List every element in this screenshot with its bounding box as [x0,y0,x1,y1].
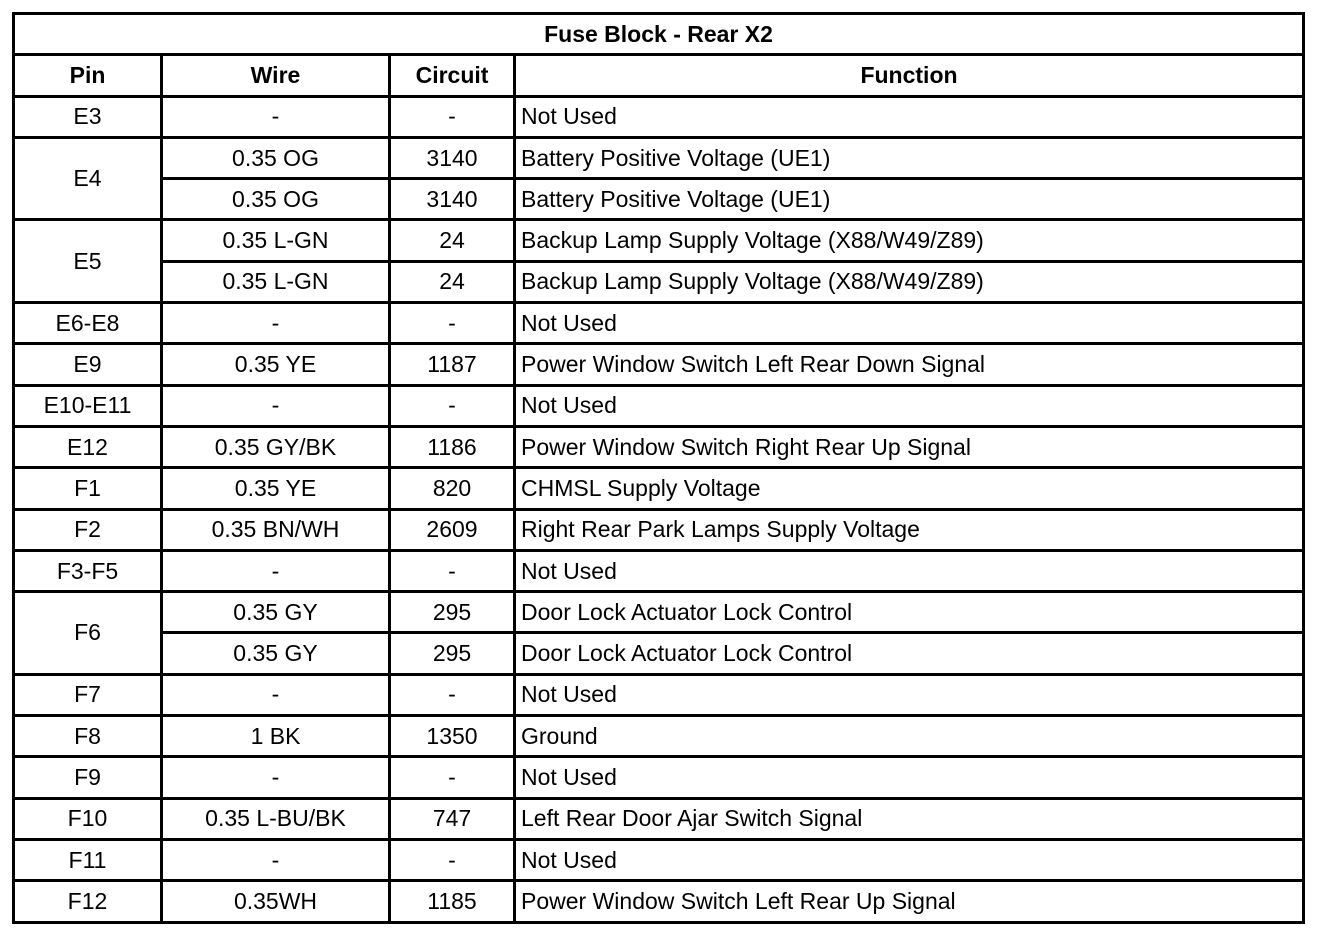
function-cell: Not Used [516,552,1305,593]
wire-cell: 0.35 GY [163,634,391,675]
pin-cell: E9 [15,345,163,386]
function-cell: Not Used [516,676,1305,717]
wire-cell: - [163,98,391,139]
table-row [15,841,1305,882]
circuit-cell: 1187 [391,345,516,386]
table-row [15,758,1305,799]
circuit-cell: - [391,98,516,139]
table-row [15,800,1305,841]
pin-cell: F10 [15,800,163,841]
table-row [15,98,1305,139]
table-row [15,717,1305,758]
wire-cell: - [163,758,391,799]
table-row [15,345,1305,386]
circuit-cell: - [391,304,516,345]
header-pin: Pin [15,56,163,97]
function-cell: Not Used [516,758,1305,799]
pin-cell: E5 [15,221,163,304]
function-cell: Not Used [516,304,1305,345]
table-row [15,139,1305,180]
function-cell: Not Used [516,387,1305,428]
circuit-cell: 1185 [391,882,516,923]
pin-cell: E6-E8 [15,304,163,345]
function-cell: Backup Lamp Supply Voltage (X88/W49/Z89) [516,263,1305,304]
table-row [15,387,1305,428]
header-wire: Wire [163,56,391,97]
pin-cell: E4 [15,139,163,222]
table-row [15,593,1305,634]
wire-cell: 0.35WH [163,882,391,923]
function-cell: Power Window Switch Right Rear Up Signal [516,428,1305,469]
wire-cell: 0.35 L-GN [163,263,391,304]
wire-cell: 0.35 GY [163,593,391,634]
circuit-cell: 3140 [391,180,516,221]
function-cell: Not Used [516,841,1305,882]
wire-cell: - [163,841,391,882]
circuit-cell: - [391,387,516,428]
circuit-cell: 2609 [391,511,516,552]
wire-cell: - [163,676,391,717]
table-row [15,428,1305,469]
table-row [15,469,1305,510]
pin-cell: F6 [15,593,163,676]
table-row [15,882,1305,923]
table-row [15,304,1305,345]
circuit-cell: 295 [391,593,516,634]
wire-cell: 0.35 L-BU/BK [163,800,391,841]
wire-cell: 0.35 YE [163,345,391,386]
circuit-cell: 820 [391,469,516,510]
function-cell: Backup Lamp Supply Voltage (X88/W49/Z89) [516,221,1305,262]
table-title: Fuse Block - Rear X2 [15,15,1305,56]
pin-cell: F2 [15,511,163,552]
function-cell: Left Rear Door Ajar Switch Signal [516,800,1305,841]
pin-cell: F8 [15,717,163,758]
circuit-cell: 747 [391,800,516,841]
pin-cell: F3-F5 [15,552,163,593]
wire-cell: - [163,387,391,428]
table-row [15,263,1305,304]
table-row [15,634,1305,675]
function-cell: Door Lock Actuator Lock Control [516,634,1305,675]
table-row [15,552,1305,593]
function-cell: Door Lock Actuator Lock Control [516,593,1305,634]
wire-cell: - [163,304,391,345]
circuit-cell: 24 [391,263,516,304]
wire-cell: 0.35 GY/BK [163,428,391,469]
circuit-cell: - [391,758,516,799]
wire-cell: 0.35 OG [163,139,391,180]
circuit-cell: 1350 [391,717,516,758]
wire-cell: 0.35 L-GN [163,221,391,262]
table-row [15,180,1305,221]
header-circuit: Circuit [391,56,516,97]
pin-cell: E10-E11 [15,387,163,428]
fuse-block-table [12,12,1305,924]
table-row [15,221,1305,262]
circuit-cell: 24 [391,221,516,262]
pin-cell: F1 [15,469,163,510]
function-cell: Ground [516,717,1305,758]
header-row [15,56,1305,97]
function-cell: Power Window Switch Left Rear Down Signal [516,345,1305,386]
pin-cell: F9 [15,758,163,799]
title-row [15,15,1305,56]
circuit-cell: - [391,552,516,593]
function-cell: Battery Positive Voltage (UE1) [516,139,1305,180]
table-row [15,511,1305,552]
function-cell: Not Used [516,98,1305,139]
wire-cell: 0.35 BN/WH [163,511,391,552]
wire-cell: 1 BK [163,717,391,758]
wire-cell: 0.35 OG [163,180,391,221]
circuit-cell: - [391,676,516,717]
circuit-cell: 3140 [391,139,516,180]
function-cell: Battery Positive Voltage (UE1) [516,180,1305,221]
pin-cell: F7 [15,676,163,717]
function-cell: Power Window Switch Left Rear Up Signal [516,882,1305,923]
header-function: Function [516,56,1305,97]
table-row [15,676,1305,717]
circuit-cell: 295 [391,634,516,675]
wire-cell: 0.35 YE [163,469,391,510]
function-cell: Right Rear Park Lamps Supply Voltage [516,511,1305,552]
function-cell: CHMSL Supply Voltage [516,469,1305,510]
pin-cell: E3 [15,98,163,139]
circuit-cell: 1186 [391,428,516,469]
wire-cell: - [163,552,391,593]
pin-cell: E12 [15,428,163,469]
pin-cell: F12 [15,882,163,923]
pin-cell: F11 [15,841,163,882]
circuit-cell: - [391,841,516,882]
